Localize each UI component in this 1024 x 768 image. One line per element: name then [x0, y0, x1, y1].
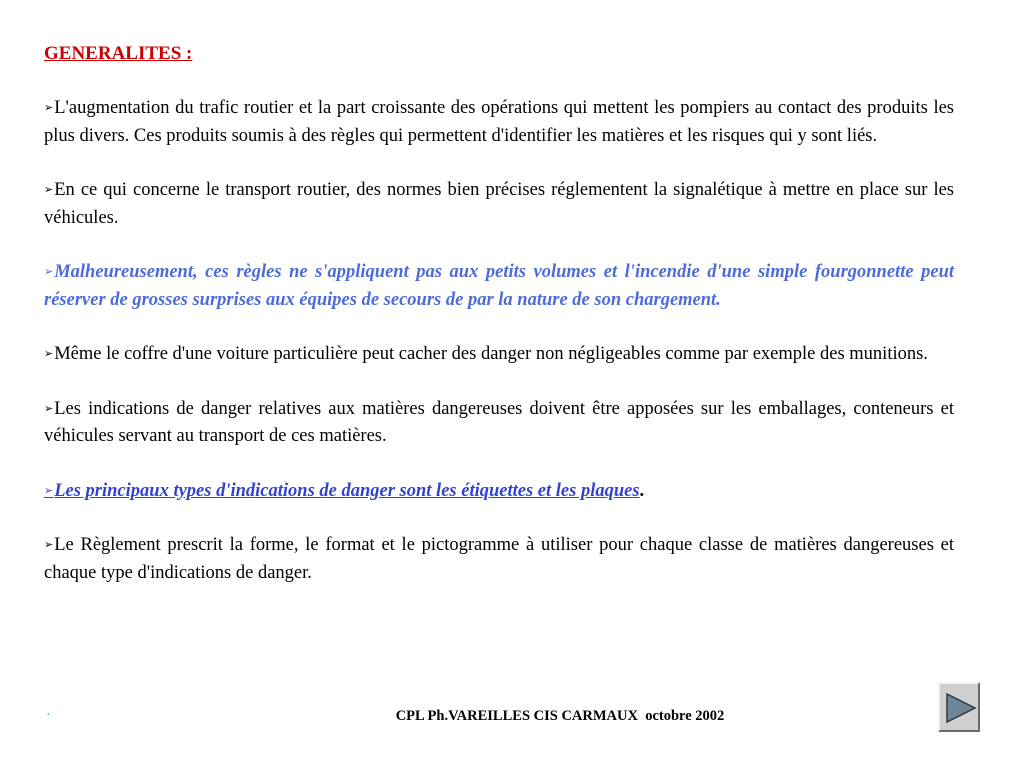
- bullet-arrow-icon: ➢: [44, 347, 54, 360]
- paragraph-3-emphasis: [44, 258, 954, 314]
- bullet-arrow-icon: ➢: [44, 401, 54, 415]
- slide-heading: GENERALITES :: [44, 43, 193, 64]
- paragraph-1: [44, 94, 954, 150]
- paragraph-7: [44, 531, 954, 587]
- paragraph-3-text: Malheureusement, ces règles ne s'appliquent pas aux petits volumes et l'incendie d'une simple fourgonnette peut réserver de grosses surprises aux équipes de secours de par la nature de son chargement.: [44, 262, 954, 310]
- slide-content: [44, 40, 954, 613]
- footer-text: CPL Ph.VAREILLES CIS CARMAUX octobre 2002: [395, 708, 725, 724]
- paragraph-7-text: Le Règlement prescrit la forme, le format et le pictogramme à utiliser pour chaque classe de matières dangereuses et chaque type d'indications de danger.: [44, 535, 954, 583]
- next-slide-button[interactable]: [938, 682, 980, 732]
- bullet-arrow-icon: ➢: [44, 483, 54, 497]
- slide-footer: [0, 706, 1024, 730]
- play-triangle-icon: [945, 692, 977, 724]
- paragraph-2-text: En ce qui concerne le transport routier, des normes bien précises réglementent la signalétique à mettre en place sur les véhicules.: [44, 180, 954, 228]
- bullet-arrow-icon: ➢: [44, 183, 54, 196]
- paragraph-6-text: Les principaux types d'indications de danger sont les étiquettes et les plaques: [54, 480, 640, 501]
- bullet-arrow-icon: ➢: [44, 265, 54, 278]
- paragraph-6-emphasis: [44, 477, 954, 506]
- paragraph-1-text: L'augmentation du trafic routier et la part croissante des opérations qui mettent les pompiers au contact des produits les plus divers. Ces produits soumis à des règles qui permettent d'identifier les matières et les risques qui y sont liés.: [44, 98, 954, 146]
- bullet-arrow-icon: ➢: [44, 101, 54, 114]
- paragraph-4: [44, 340, 954, 369]
- paragraph-6-period: .: [639, 480, 645, 501]
- footer-dot: ·: [46, 708, 51, 723]
- bullet-arrow-icon: ➢: [44, 538, 54, 551]
- paragraph-5: [44, 395, 954, 451]
- paragraph-4-text: Même le coffre d'une voiture particulière peut cacher des danger non négligeables comme par exemple des munitions.: [54, 344, 928, 364]
- paragraph-2: [44, 176, 954, 232]
- paragraph-5-text: Les indications de danger relatives aux matières dangereuses doivent être apposées sur les emballages, conteneurs et véhicules servant au transport de ces matières.: [44, 398, 954, 446]
